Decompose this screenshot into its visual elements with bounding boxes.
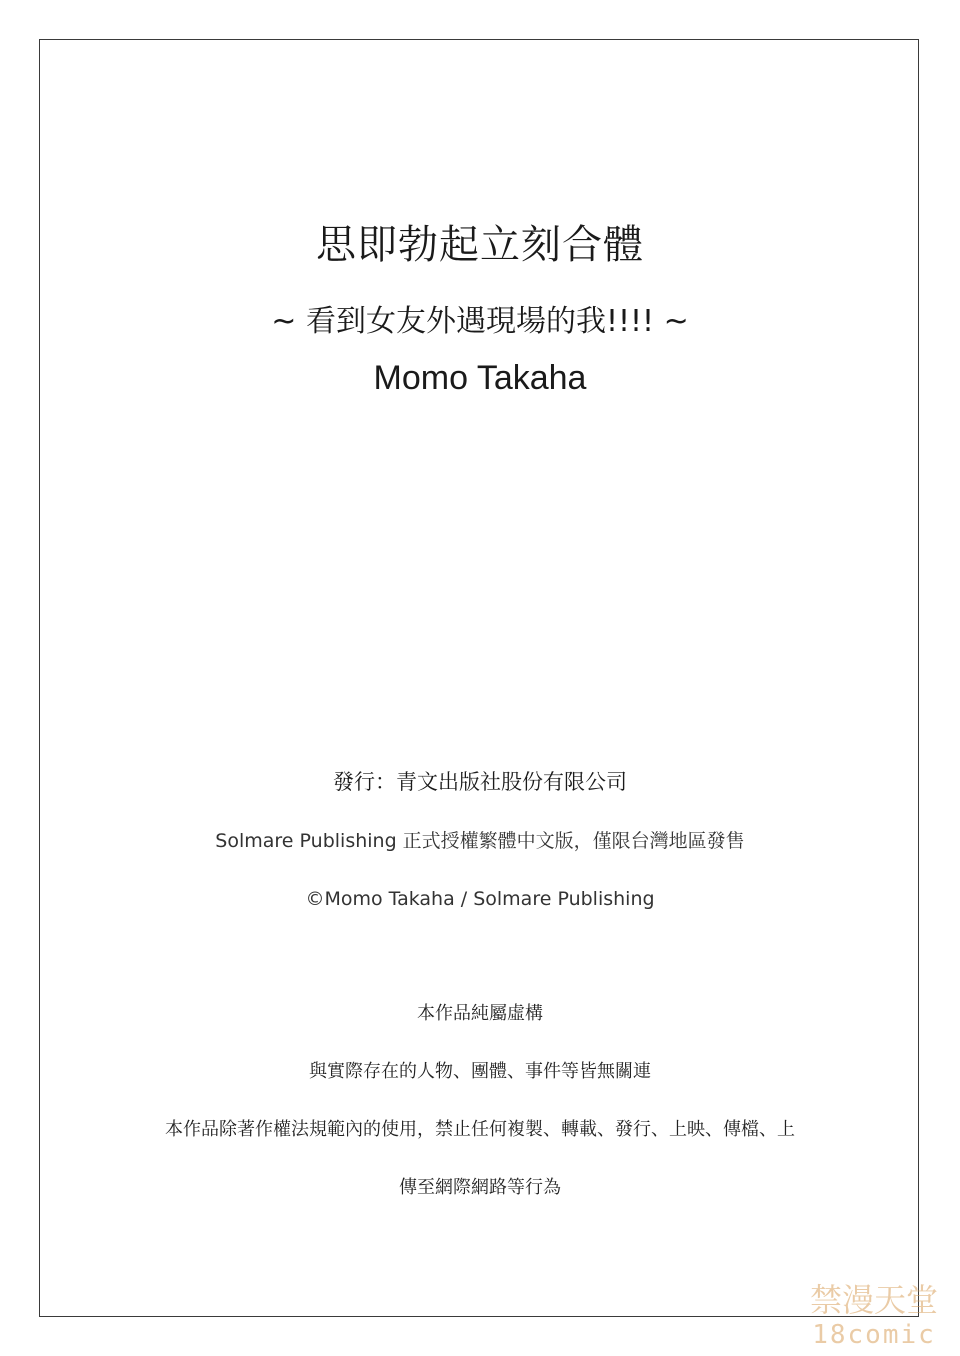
- disclaimer-line: 本作品除著作權法規範內的使用，禁止任何複製、轉載、發行、上映、傳檔、上: [165, 1119, 795, 1140]
- publisher-line: 發行：青文出版社股份有限公司: [333, 770, 627, 794]
- license-line: Solmare Publishing 正式授權繁體中文版，僅限台灣地區發售: [215, 830, 745, 852]
- watermark-subtext: 18comic: [812, 1320, 936, 1350]
- disclaimer-line: 傳至網際網路等行為: [399, 1177, 561, 1198]
- page-title: 思即勃起立刻合體: [316, 222, 644, 268]
- watermark-text: 禁漫天堂: [809, 1281, 938, 1319]
- copyright-line: ©Momo Takaha / Solmare Publishing: [305, 888, 655, 910]
- disclaimer-line: 本作品純屬虛構: [417, 1003, 543, 1024]
- author-name: Momo Takaha: [373, 359, 587, 397]
- watermark-logo: [794, 1280, 954, 1352]
- disclaimer-line: 與實際存在的人物、團體、事件等皆無關連: [309, 1061, 651, 1082]
- page-subtitle: ~ 看到女友外遇現場的我!!!! ~: [271, 304, 689, 339]
